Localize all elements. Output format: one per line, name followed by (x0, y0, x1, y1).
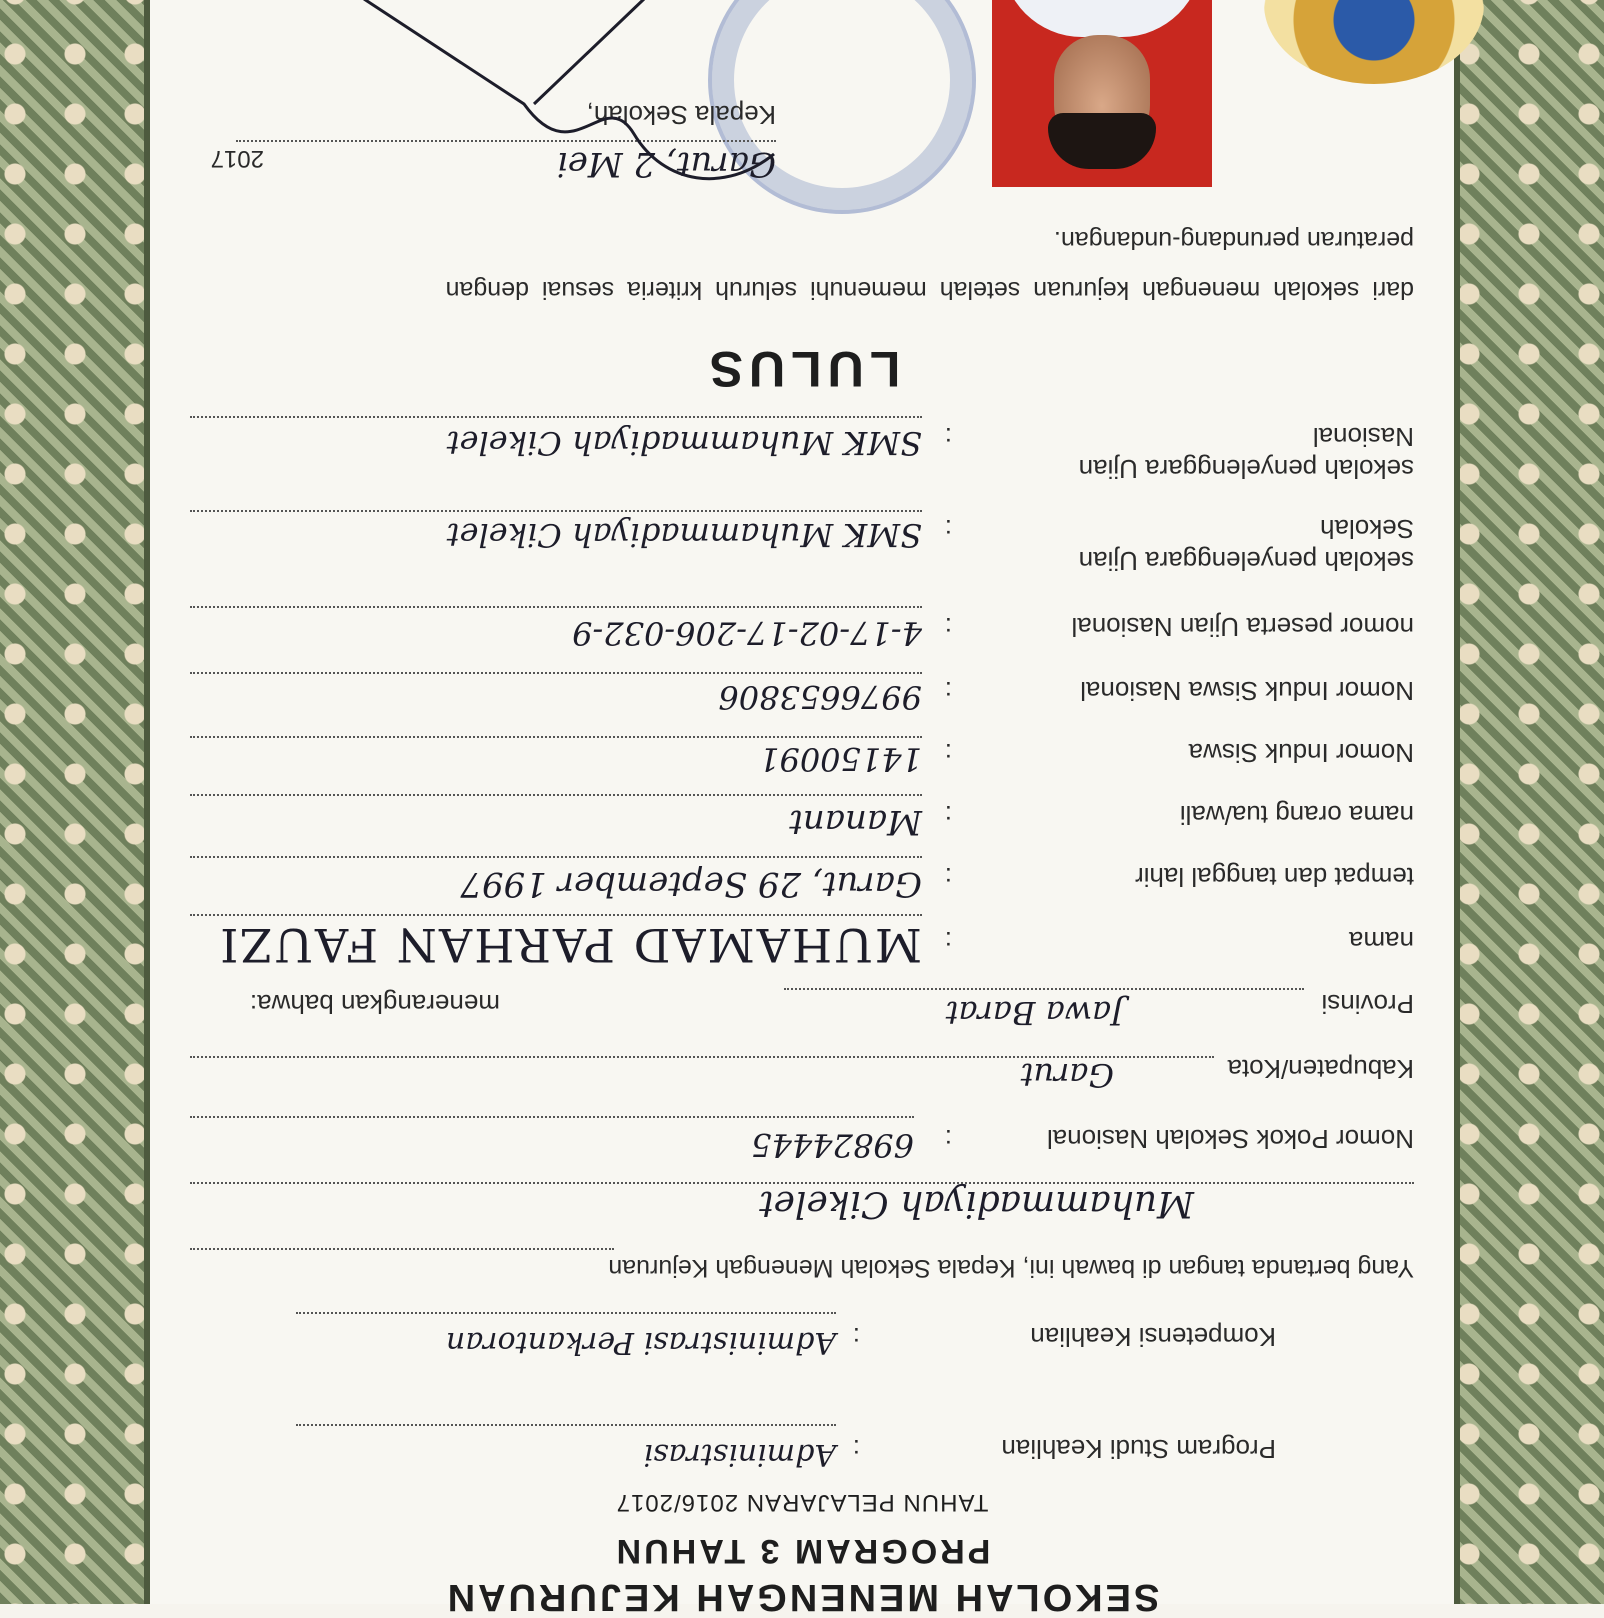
colon: : (852, 1322, 860, 1352)
colon: : (944, 800, 952, 830)
dotted-line (190, 1056, 1214, 1058)
academic-year: TAHUN PELAJARAN 2016/2017 (615, 1489, 989, 1516)
dotted-line (190, 1116, 914, 1118)
statement-line2: peraturan perundang-undangan. (1053, 226, 1414, 254)
dotted-line (190, 606, 922, 608)
birth-value: Garut, 29 September 1997 (460, 864, 922, 904)
colon: : (852, 1434, 860, 1464)
colon: : (944, 926, 952, 956)
parent-label: nama orang tua/wali (1179, 800, 1414, 830)
declares-text: menerangkan bahwa: (249, 989, 500, 1019)
school-exam-value: SMK Muhammadiyah Cikelet (446, 516, 922, 554)
npsn-value: 69824445 (751, 1126, 914, 1164)
colon: : (944, 1124, 952, 1154)
dotted-line (190, 672, 922, 674)
dotted-line (190, 1182, 1414, 1184)
nisn-value: 9976653806 (718, 678, 922, 716)
dotted-line (190, 1248, 614, 1250)
dotted-line (190, 416, 922, 418)
exam-number-value: 4-17-02-17-206-032-9 (572, 614, 922, 652)
city-label: Kabupaten/Kota (1227, 1054, 1414, 1084)
program-title: PROGRAM 3 TAHUN (613, 1532, 991, 1570)
principal-signature (344, 0, 784, 214)
parent-value: Manant (789, 802, 922, 842)
emblem-seal (1264, 0, 1484, 84)
nisn-label: Nomor Induk Siswa Nasional (1080, 676, 1414, 706)
ornamental-border-right (0, 0, 150, 1604)
colon: : (944, 514, 952, 544)
province-value: Jawa Barat (945, 994, 1124, 1032)
program-value: Administrasi (643, 1437, 836, 1472)
dotted-line (190, 510, 922, 512)
nis-label: Nomor Induk Siswa (1188, 738, 1414, 768)
dotted-line (296, 1312, 836, 1314)
school-name-value: Muhammadiyah Cikelet (759, 1183, 1194, 1224)
school-exam-label-line2: Sekolah (1320, 514, 1414, 544)
dotted-line (784, 988, 1304, 990)
city-value: Garut (1020, 1056, 1114, 1094)
competency-value: Administrasi Perkantoran (445, 1325, 836, 1360)
colon: : (944, 676, 952, 706)
intro-text: Yang bertanda tangan di bawah ini, Kepala Sekolah Menengah Kejuruan (608, 1254, 1414, 1282)
student-photo (992, 0, 1212, 187)
dotted-line (190, 736, 922, 738)
student-name-label: nama (1348, 926, 1414, 956)
signature-place-date: Garut, 2 Mei (556, 144, 776, 184)
nis-value: 14150091 (759, 740, 922, 778)
colon: : (944, 422, 952, 452)
school-exam-label-line1: sekolah penyelenggara Ujian (1078, 546, 1414, 576)
principal-title: Kepala Sekolah, (586, 100, 776, 130)
statement-line1: dari sekolah menengah kejuruan setelah memenuhi seluruh kriteria sesuai dengan (445, 276, 1414, 304)
ornamental-border-left (1454, 0, 1604, 1604)
competency-label: Kompetensi Keahlian (1030, 1322, 1276, 1352)
province-label: Provinsi (1321, 989, 1414, 1019)
result-status: LULUS (703, 341, 901, 397)
dotted-line (190, 794, 922, 796)
signature-year: 2017 (210, 145, 264, 172)
school-type-title: SEKOLAH MENENGAH KEJURUAN (444, 1576, 1160, 1618)
exam-number-label: nomor peserta Ujian Nasional (1071, 612, 1414, 642)
birth-label: tempat dan tanggal lahir (1135, 862, 1414, 892)
national-exam-label-line2: Nasional (1312, 422, 1414, 452)
npsn-label: Nomor Pokok Sekolah Nasional (1046, 1124, 1414, 1154)
student-name-value: MUHAMAD PARHAN FAUZI (218, 918, 922, 972)
national-exam-label-line1: sekolah penyelenggara Ujian (1078, 454, 1414, 484)
program-label: Program Studi Keahlian (1001, 1434, 1276, 1464)
dotted-line (190, 914, 922, 916)
dotted-line (296, 1424, 836, 1426)
colon: : (944, 862, 952, 892)
colon: : (944, 738, 952, 768)
national-exam-value: SMK Muhammadiyah Cikelet (446, 424, 922, 462)
colon: : (944, 612, 952, 642)
dotted-line (190, 856, 922, 858)
